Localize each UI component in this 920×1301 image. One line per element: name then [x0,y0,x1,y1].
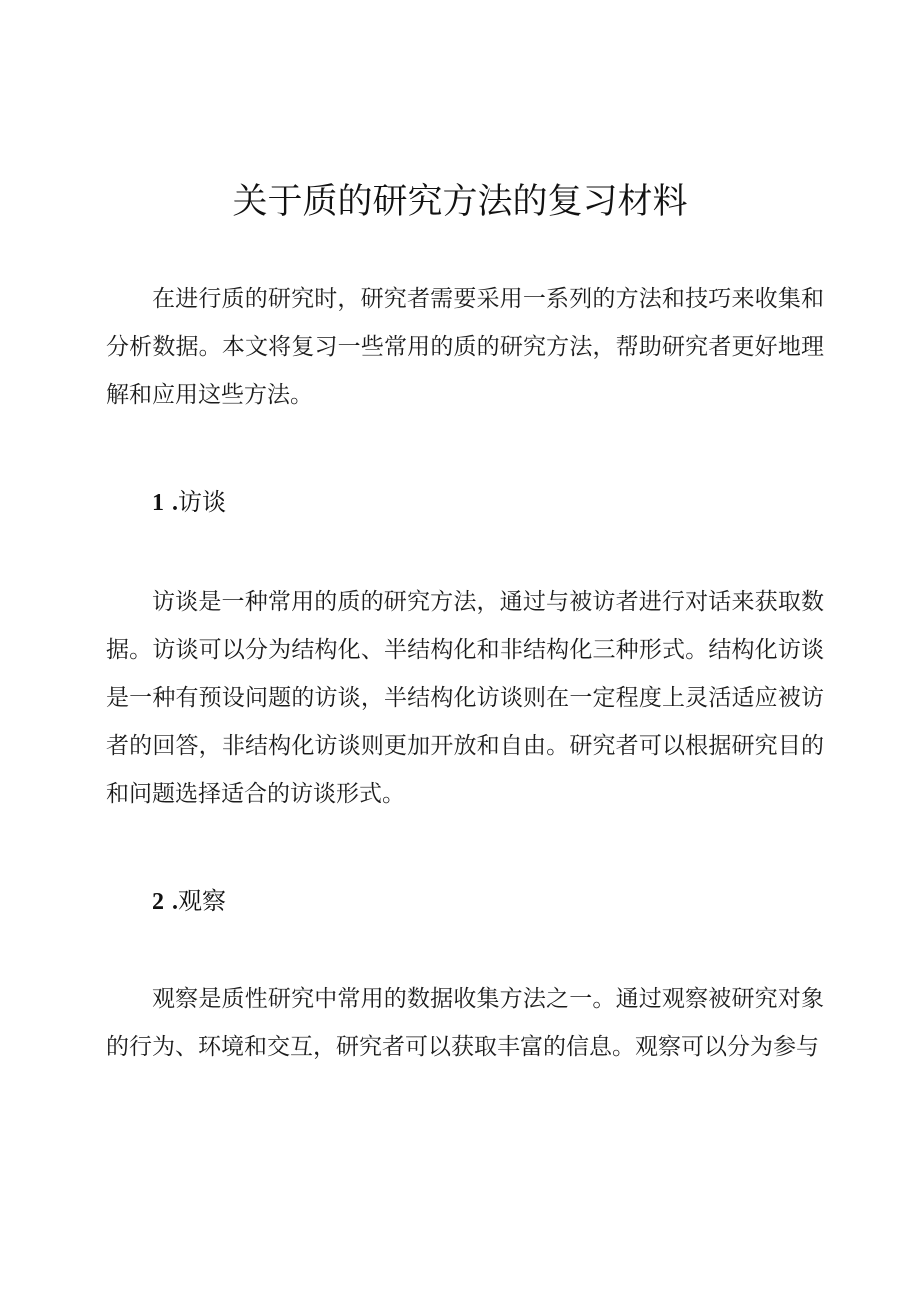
section-heading-text: 观察 [178,887,226,915]
section-dot: . [172,889,178,915]
section-body-interview: 访谈是一种常用的质的研究方法，通过与被访者进行对话来获取数据。访谈可以分为结构化、半结构化和非结构化三种形式。结构化访谈是一种有预设问题的访谈，半结构化访谈则在一定程度上灵活适应被访者的回答，非结构化访谈则更加开放和自由。研究者可以根据研究目的和问题选择适合的访谈形式。 [106,589,824,807]
section-number: 1 [152,490,164,516]
section-number: 2 [152,889,164,915]
section-dot: . [172,490,178,516]
section-heading-interview [152,484,226,521]
intro-paragraph: 在进行质的研究时，研究者需要采用一系列的方法和技巧来收集和分析数据。本文将复习一些常用的质的研究方法，帮助研究者更好地理解和应用这些方法。 [106,286,824,408]
section-body-observation: 观察是质性研究中常用的数据收集方法之一。通过观察被研究对象的行为、环境和交互，研究者可以获取丰富的信息。观察可以分为参与 [106,986,824,1060]
section-heading-observation [152,883,226,920]
section-heading-text: 访谈 [178,488,226,516]
document-title: 关于质的研究方法的复习材料 [232,182,688,222]
